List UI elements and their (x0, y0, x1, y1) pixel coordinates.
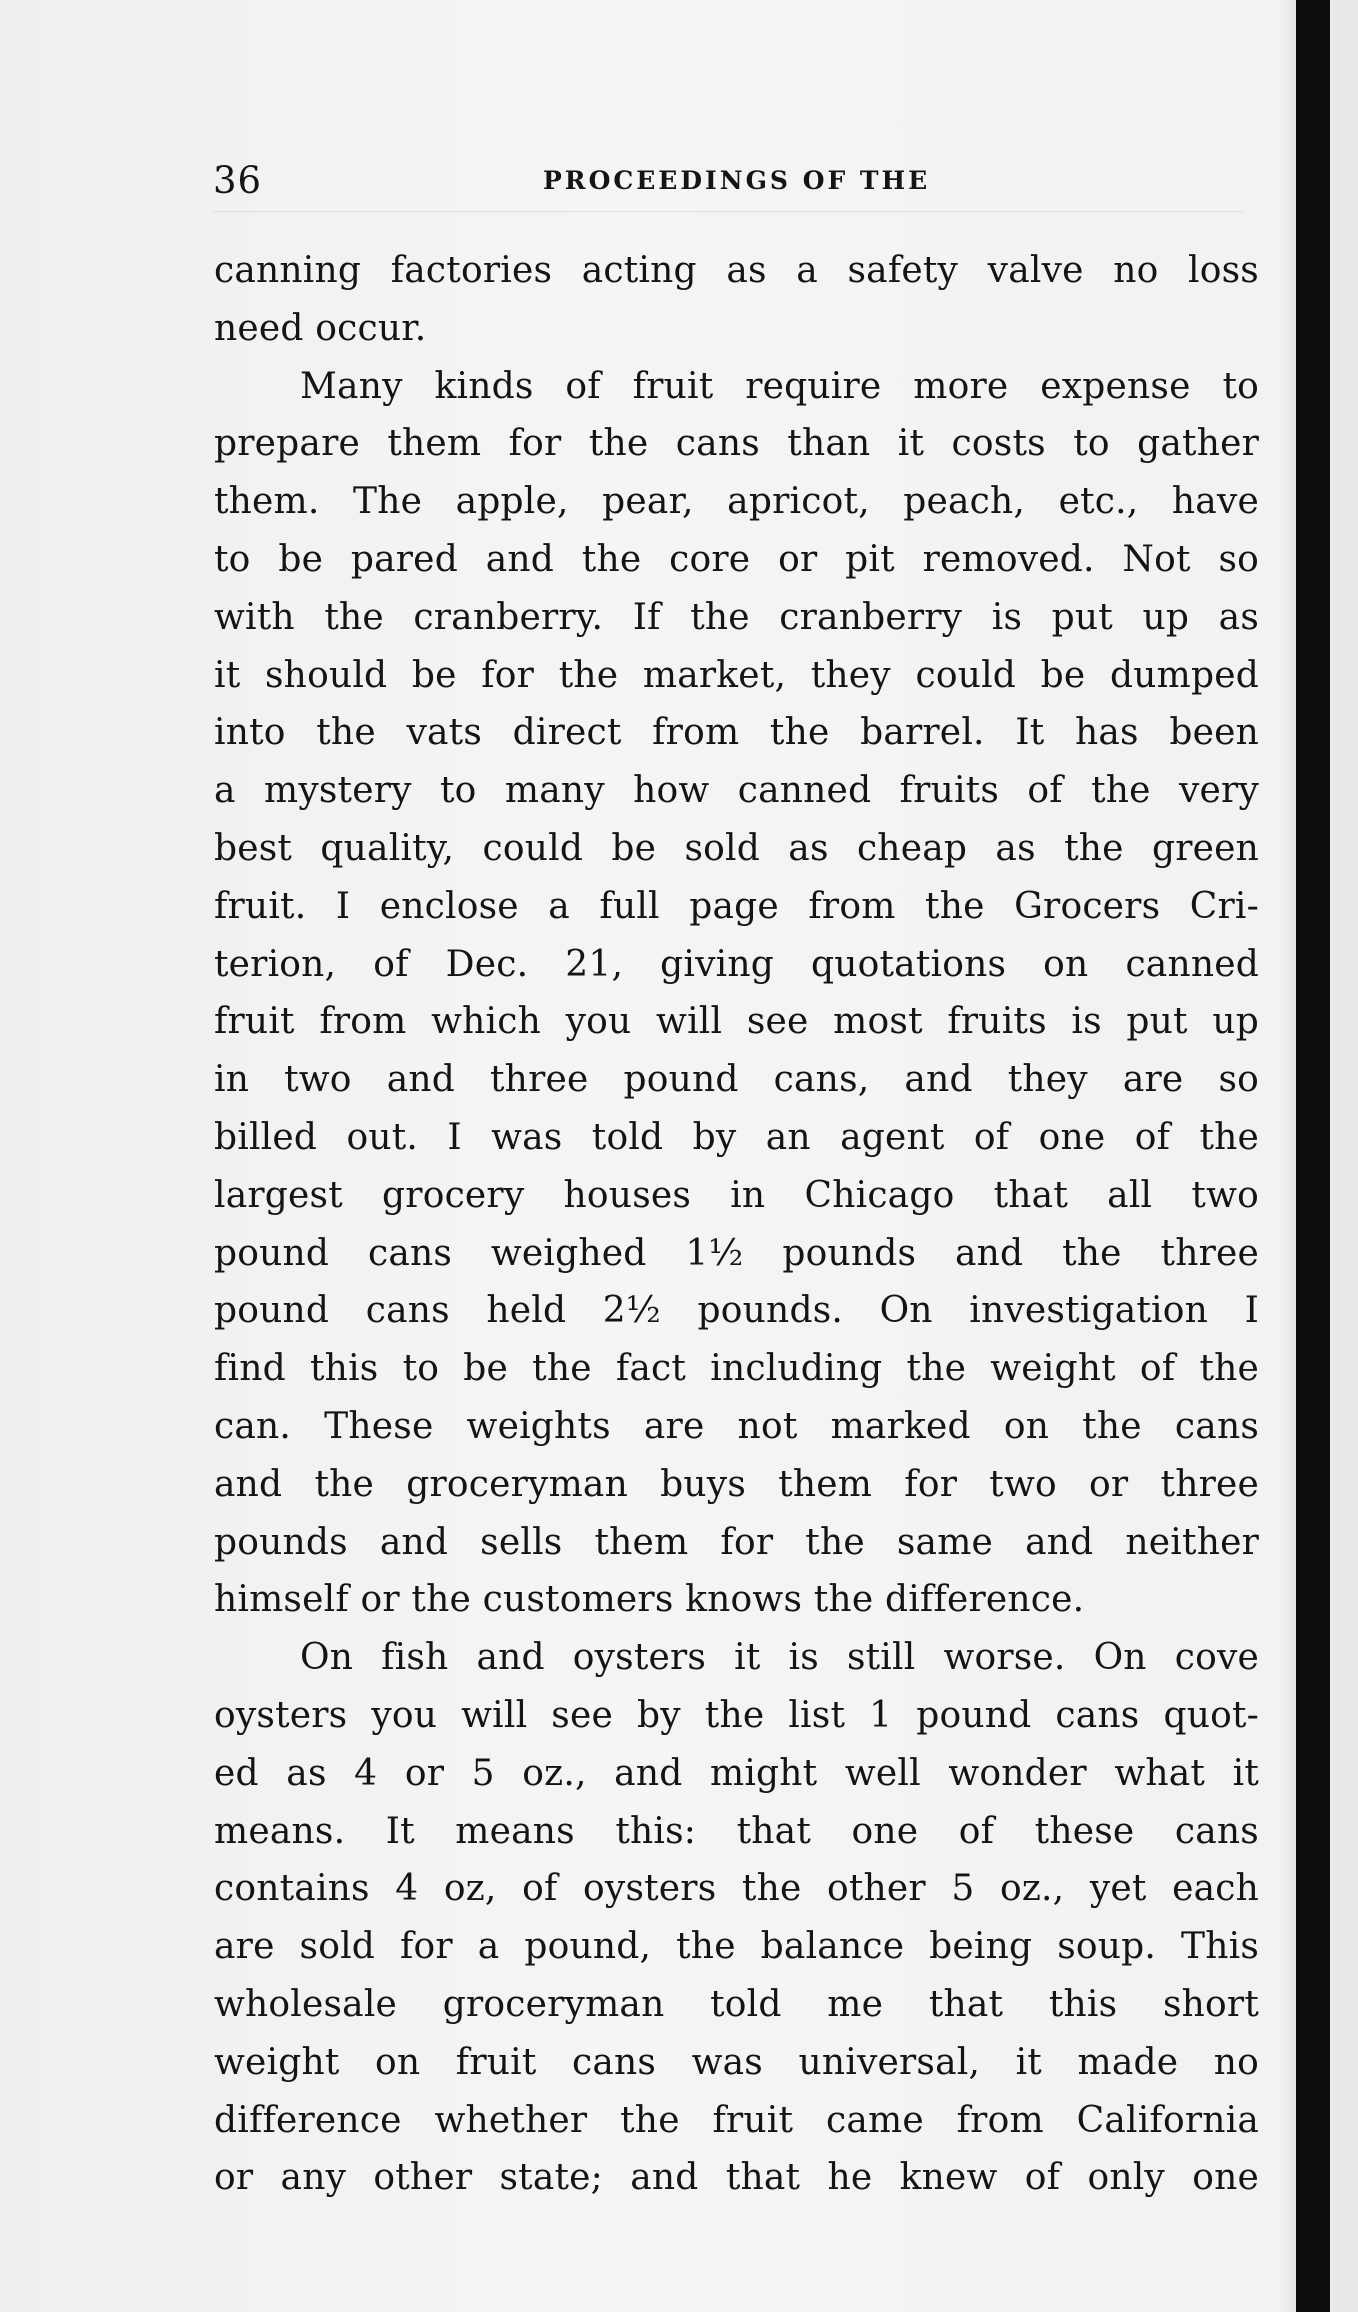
binding-edge (1296, 0, 1330, 2312)
body-text (214, 242, 1259, 2207)
text-line: are sold for a pound, the balance being soup. This (214, 1926, 1259, 1968)
page-header (213, 157, 1243, 205)
scan-margin (1330, 0, 1358, 2312)
text-line: means. It means this: that one of these cans (214, 1810, 1259, 1852)
text-line: contains 4 oz, of oysters the other 5 oz., yet each (214, 1868, 1259, 1910)
text-line: largest grocery houses in Chicago that all two (214, 1174, 1259, 1216)
text-line: oysters you will see by the list 1 pound cans quot- (214, 1694, 1259, 1736)
text-line: terion, of Dec. 21, giving quotations on canned (214, 943, 1259, 985)
text-line: them. The apple, pear, apricot, peach, etc., have (214, 481, 1259, 523)
text-line: himself or the customers knows the difference. (214, 1579, 1085, 1621)
text-line: Many kinds of fruit require more expense to (300, 365, 1259, 407)
page-number: 36 (213, 159, 263, 202)
text-line: into the vats direct from the barrel. It has been (214, 712, 1259, 754)
text-line: a mystery to many how canned fruits of the very (214, 770, 1259, 812)
text-line: weight on fruit cans was universal, it made no (214, 2041, 1259, 2083)
text-line: wholesale groceryman told me that this short (214, 1983, 1259, 2025)
text-line: to be pared and the core or pit removed. Not so (214, 538, 1259, 580)
text-line: need occur. (214, 307, 427, 349)
text-line: pound cans weighed 1½ pounds and the three (214, 1232, 1259, 1274)
text-line: On fish and oysters it is still worse. On cove (300, 1637, 1259, 1679)
text-line: in two and three pound cans, and they are so (214, 1059, 1259, 1101)
text-line: canning factories acting as a safety valve no loss (214, 250, 1259, 291)
text-line: best quality, could be sold as cheap as the green (214, 827, 1259, 869)
text-line: find this to be the fact including the weight of the (214, 1348, 1259, 1390)
text-line: fruit. I enclose a full page from the Grocers Cri- (214, 885, 1259, 927)
text-line: difference whether the fruit came from California (214, 2099, 1259, 2141)
text-line: it should be for the market, they could be dumped (214, 654, 1259, 696)
text-line: can. These weights are not marked on the cans (214, 1405, 1259, 1447)
text-line: with the cranberry. If the cranberry is put up as (214, 596, 1259, 638)
text-line: pound cans held 2½ pounds. On investigation I (214, 1290, 1259, 1332)
text-line: and the groceryman buys them for two or three (214, 1463, 1259, 1505)
text-line: fruit from which you will see most fruits is put up (214, 1001, 1259, 1043)
header-rule (213, 211, 1243, 212)
text-line: pounds and sells them for the same and neither (214, 1521, 1259, 1563)
text-line: or any other state; and that he knew of only one (214, 2157, 1259, 2199)
text-line: billed out. I was told by an agent of one of the (214, 1116, 1259, 1158)
text-line: ed as 4 or 5 oz., and might well wonder what it (214, 1752, 1259, 1794)
running-head: PROCEEDINGS OF THE (543, 166, 931, 195)
text-line: prepare them for the cans than it costs to gather (214, 423, 1259, 465)
